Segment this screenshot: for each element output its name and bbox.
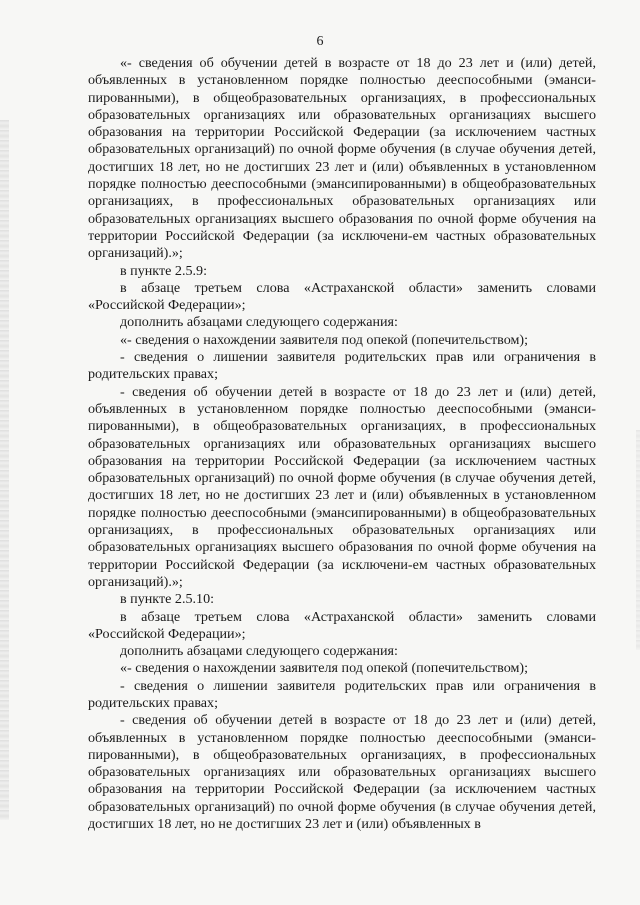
paragraph-5: «- сведения о нахождении заявителя под опекой (попечительством); <box>120 331 529 348</box>
paragraph-3: в абзаце третьем слова «Астраханской области» заменить словами «Российской Федерации»; <box>88 279 596 314</box>
paragraph-12: - сведения о лишении заявителя родительских прав или ограничения в родительских правах; <box>88 677 596 711</box>
paragraph-11: «- сведения о нахождении заявителя под опекой (попечительством); <box>120 660 529 677</box>
paragraph-8: в пункте 2.5.10: <box>120 591 215 608</box>
document-body <box>88 55 596 833</box>
paragraph-1: «- сведения об обучении детей в возрасте от 18 до 23 лет и (или) детей, объявленных в установленном порядке полностью дееспособными (эманси-пированными), в общеобразовательных организациях, в профессиональных образовательных организациях или образовательных организациях высшего образования на территории Российской Федерации (за исключением частных образовательных организаций) по очной форме обучения (в случае обучения детей, достигших 18 лет, но не достигших 23 лет и (или) объявленных в установленном порядке полностью дееспособными (эмансипированными) в общеобразовательных организациях, в профессиональных образовательных организациях или образовательных организациях высшего образования по очной форме обучения на территории Российской Федерации (за исключени-ем частных образовательных организаций).»; <box>88 55 596 262</box>
paragraph-10: дополнить абзацами следующего содержания: <box>120 643 398 660</box>
paragraph-6: - сведения о лишении заявителя родительских прав или ограничения в родительских правах; <box>88 349 596 383</box>
page-number: 6 <box>316 34 324 49</box>
paragraph-4: дополнить абзацами следующего содержания: <box>120 314 398 331</box>
paragraph-9: в абзаце третьем слова «Астраханской области» заменить словами «Российской Федерации»; <box>88 608 596 642</box>
scan-edge-left <box>0 120 9 820</box>
paragraph-13: - сведения об обучении детей в возрасте от 18 до 23 лет и (или) детей, объявленных в установленном порядке полностью дееспособными (эманси-пированными), в общеобразовательных организациях, в профессиональных образовательных организациях или образовательных организациях высшего образования на территории Российской Федерации (за исключением частных образовательных организаций) по очной форме обучения (в случае обучения детей, достигших 18 лет, но не достигших 23 лет и (или) объявленных в <box>88 712 596 833</box>
paragraph-7: - сведения об обучении детей в возрасте от 18 до 23 лет и (или) детей, объявленных в установленном порядке полностью дееспособными (эманси-пированными), в общеобразовательных организациях, в профессиональных образовательных организациях или образовательных организациях высшего образования на территории Российской Федерации (за исключением частных образовательных организаций) по очной форме обучения (в случае обучения детей, достигших 18 лет, но не достигших 23 лет и (или) объявленных в установленном порядке полностью дееспособными (эмансипированными) в общеобразовательных организациях, в профессиональных образовательных организациях или образовательных организациях высшего образования по очной форме обучения на территории Российской Федерации (за исключени-ем частных образовательных организаций).»; <box>88 383 596 590</box>
paragraph-2: в пункте 2.5.9: <box>120 262 208 279</box>
scan-edge-right <box>636 430 640 650</box>
